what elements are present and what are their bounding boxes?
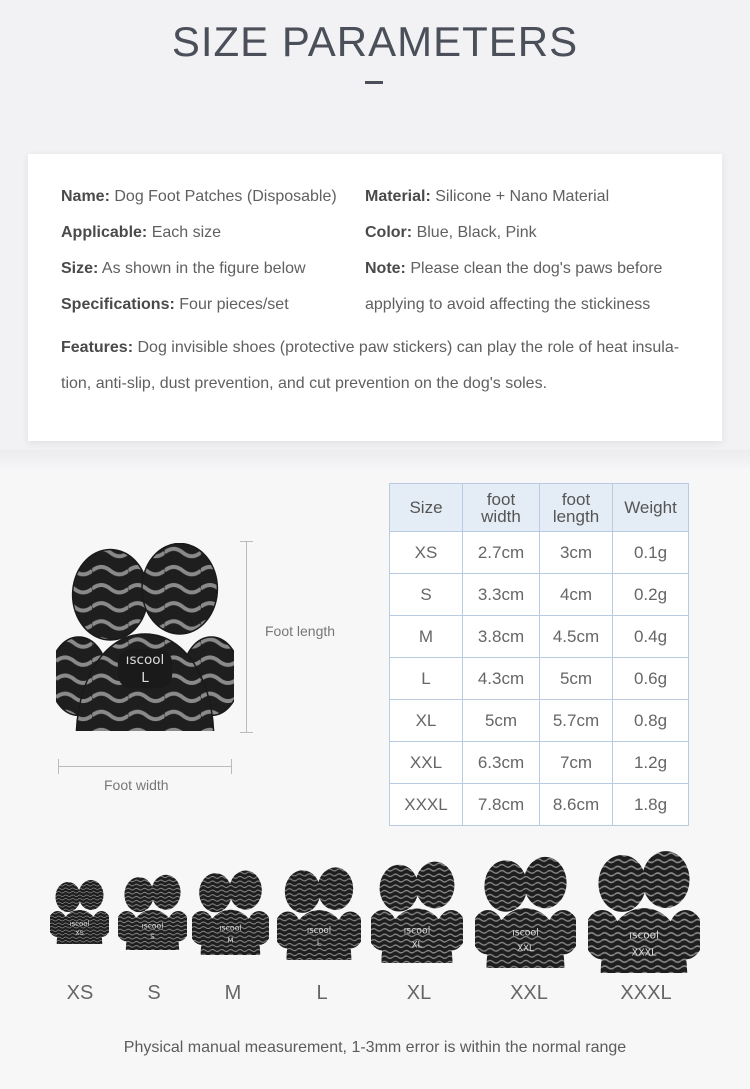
spec-material: Material: Silicone + Nano Material <box>365 188 610 205</box>
table-row: XS 2.7cm 3cm 0.1g <box>390 532 689 574</box>
paw-xl-image <box>371 857 463 963</box>
section-divider <box>0 450 750 468</box>
svg-text:XL: XL <box>411 940 423 951</box>
header-weight: Weight <box>613 484 689 532</box>
table-row: L 4.3cm 5cm 0.6g <box>390 658 689 700</box>
large-paw-patch-image <box>56 543 234 731</box>
length-measure-line <box>246 541 247 733</box>
spec-note: Note: Please clean the dog's paws before <box>365 260 663 277</box>
large-paw-brand: ıscool <box>125 652 165 669</box>
lineup-label-xxl: XXL <box>510 982 548 1004</box>
svg-text:ıscool: ıscool <box>629 929 659 942</box>
header-size: Size <box>390 484 463 532</box>
header-width: foot width <box>463 484 540 532</box>
title-underline <box>365 81 383 84</box>
length-cap-bottom <box>240 732 253 733</box>
paw-l-image <box>277 863 361 960</box>
table-header-row <box>390 484 689 532</box>
paw-s-image <box>118 872 187 950</box>
table-row: S 3.3cm 4cm 0.2g <box>390 574 689 616</box>
width-measure-line <box>58 766 232 767</box>
table-row: XXL 6.3cm 7cm 1.2g <box>390 742 689 784</box>
page-title: SIZE PARAMETERS <box>171 18 579 65</box>
paw-m-image <box>192 867 269 955</box>
svg-text:ıscool: ıscool <box>403 925 431 937</box>
lineup-label-s: S <box>147 982 161 1004</box>
lineup-label-xl: XL <box>406 982 432 1004</box>
svg-text:M: M <box>227 935 234 945</box>
svg-text:XXXL: XXXL <box>631 947 657 959</box>
spec-name: Name: Dog Foot Patches (Disposable) <box>61 188 337 205</box>
svg-text:ıscool: ıscool <box>306 925 332 936</box>
spec-applicable: Applicable: Each size <box>61 224 222 241</box>
foot-length-label: Foot length <box>265 623 336 639</box>
svg-text:XS: XS <box>75 929 84 937</box>
svg-text:S: S <box>150 932 155 942</box>
spec-card <box>28 154 722 441</box>
svg-text:ıscool: ıscool <box>512 927 539 939</box>
width-cap-right <box>231 759 232 774</box>
spec-color: Color: Blue, Black, Pink <box>365 224 537 241</box>
paw-xxl-image <box>475 852 576 968</box>
spec-specifications: Specifications: Four pieces/set <box>61 296 289 313</box>
length-cap-top <box>240 541 253 542</box>
svg-text:XXL: XXL <box>517 944 534 955</box>
width-cap-left <box>58 759 59 774</box>
large-paw-size: L <box>141 670 149 687</box>
spec-size: Size: As shown in the figure below <box>61 260 306 277</box>
svg-text:L: L <box>316 938 322 948</box>
lineup-label-l: L <box>316 982 328 1004</box>
spec-features: Features: Dog invisible shoes (protective paw stickers) can play the role of heat insula- tion, anti-slip, dust prevention, and cut prevention on the dog's soles. <box>61 339 680 392</box>
foot-width-label: Foot width <box>104 777 169 793</box>
paw-xxxl-image <box>588 847 700 973</box>
header-length: foot length <box>540 484 613 532</box>
lineup-label-xs: XS <box>66 982 94 1004</box>
measurement-footnote: Physical manual measurement, 1-3mm error is within the normal range <box>123 1039 627 1056</box>
lineup-label-m: M <box>224 982 242 1004</box>
table-row: M 3.8cm 4.5cm 0.4g <box>390 616 689 658</box>
size-table <box>389 483 689 826</box>
svg-text:ıscool: ıscool <box>219 923 242 933</box>
table-row: XL 5cm 5.7cm 0.8g <box>390 700 689 742</box>
svg-text:ıscool: ıscool <box>141 921 164 931</box>
svg-text:ıscool: ıscool <box>69 920 90 928</box>
paw-xs-image <box>50 878 109 944</box>
table-row: XXXL 7.8cm 8.6cm 1.8g <box>390 784 689 826</box>
spec-note-cont: applying to avoid affecting the stickiness <box>365 296 651 313</box>
lineup-label-xxxl: XXXL <box>620 982 672 1004</box>
